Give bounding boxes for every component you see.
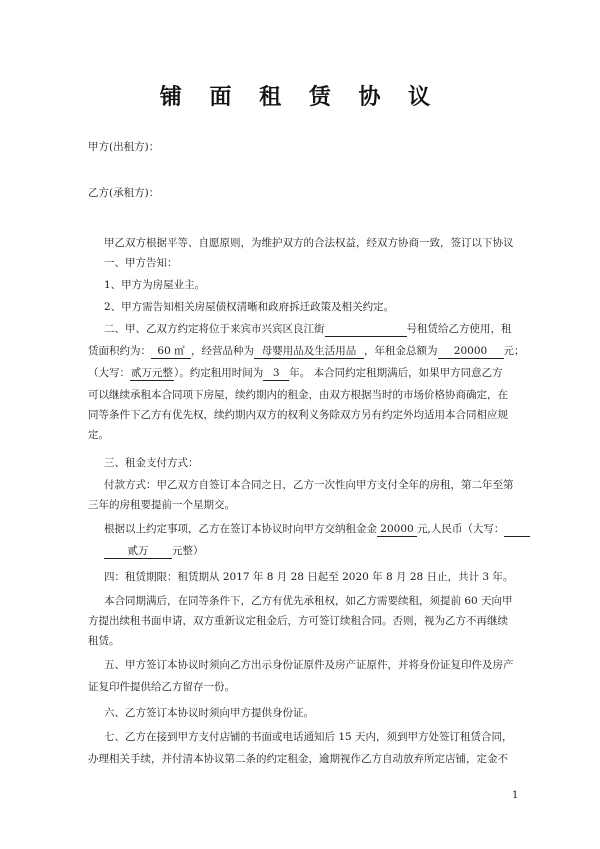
section-2-line-2: [88, 344, 525, 359]
document-title: 铺 面 租 赁 协 议: [159, 84, 441, 110]
lease-years-value: 3: [263, 367, 289, 381]
section-1-item-2: 2、甲方需告知相关房屋债权清晰和政府拆迁政策及相关约定。: [104, 301, 395, 313]
term-line-2: 本合同期满后，在同等条件下，乙方有优先承租权，如乙方需要续租，须提前 60 天向甲: [104, 595, 513, 607]
section-2-line-5: 同等条件下乙方有优先权，续约期内双方的权利义务除双方另有约定外均适用本合同相应规: [88, 409, 508, 421]
page-number: 1: [512, 790, 519, 801]
payment-text: 元,人民币（大写：: [417, 523, 505, 535]
payment-line-1: 付款方式：甲乙双方自签订本合同之日，乙方一次性向甲方支付全年的房租，第二年至第: [104, 479, 514, 491]
section-5-line-1: 五、甲方签订本协议时须向乙方出示身份证原件及房产证原件，并将身份证复印件及房产: [104, 659, 514, 671]
section-2-line-1: [104, 322, 512, 337]
payment-text: 根据以上约定事项，乙方在签订本协议时向甲方交纳租金金: [104, 523, 377, 535]
section-2-text: 号租赁给乙方使用，租: [406, 323, 512, 335]
section-2-text: 赁面积约为：: [88, 345, 151, 357]
party-a-label: 甲方(出租方)：: [88, 141, 160, 153]
term-line-1: 四：租赁期限：租赁期从 2017 年 8 月 28 日起至 2020 年 8 月 28 日止，共计 3 年。: [104, 571, 514, 583]
rent-in-words-value: 贰万元整: [131, 367, 173, 379]
section-2-text: ，经营品种为: [191, 345, 254, 357]
term-line-3: 方提出续租书面申请，双方重新议定租金后，方可签订续租合同。否则，视为乙方不再继续: [88, 615, 508, 627]
section-2-text: ）。约定租用时间为: [174, 367, 264, 379]
section-7-line-2: 办理相关手续，并付清本协议第二条的约定租金，逾期视作乙方自动放弃所定店铺，定金不: [88, 753, 508, 765]
section-1-item-1: 1、甲方为房屋业主。: [104, 279, 206, 291]
section-5-line-2: 证复印件提供给乙方留存一份。: [88, 681, 235, 693]
section-3-heading: 三、租金支付方式：: [104, 457, 199, 469]
intro-paragraph: 甲乙双方根据平等、自愿原则，为维护双方的合法权益，经双方协商一致，签订以下协议: [104, 237, 514, 249]
section-2-text: （大写：: [88, 367, 130, 379]
payment-text: 元整）: [172, 545, 204, 557]
annual-rent-value: 20000: [438, 345, 504, 359]
section-2-text: 二、甲、乙双方约定将位于来宾市兴宾区良江街: [104, 323, 325, 335]
section-6-line: 六、乙方签订本协议时须向甲方提供身份证。: [104, 707, 314, 719]
deposit-amount-value: 20000: [377, 523, 417, 537]
amount-words-blank: [504, 523, 530, 537]
section-1-heading: 一、甲方告知：: [104, 257, 178, 269]
address-blank: [325, 323, 407, 337]
section-2-text: ，年租金总额为: [364, 345, 438, 357]
section-2-line-4: 可以继续承租本合同项下房屋，续约期内的租金，由双方根据当时的市场价格协商确定，在: [88, 389, 508, 401]
section-2-text: 元；: [503, 345, 525, 357]
section-2-text: 年。 本合同约定租期满后，如果甲方同意乙方: [289, 367, 503, 379]
payment-line-3: [104, 522, 530, 537]
payment-line-2: 三年的房租要提前一个星期交。: [88, 499, 235, 511]
section-2-line-6: 定。: [88, 429, 109, 441]
party-b-label: 乙方(承租方)：: [88, 187, 160, 199]
term-line-4: 租赁。: [88, 635, 120, 647]
area-value: 60 ㎡: [151, 345, 191, 359]
section-7-line-1: 七、乙方在接到甲方支付店铺的书面或电话通知后 15 天内，须到甲方处签订租赁合同，: [104, 731, 513, 743]
section-2-line-3: [88, 366, 503, 381]
deposit-words-value: 贰万: [104, 545, 172, 559]
goods-value: 母婴用品及生活用品: [254, 345, 364, 359]
payment-line-4: [104, 544, 204, 559]
